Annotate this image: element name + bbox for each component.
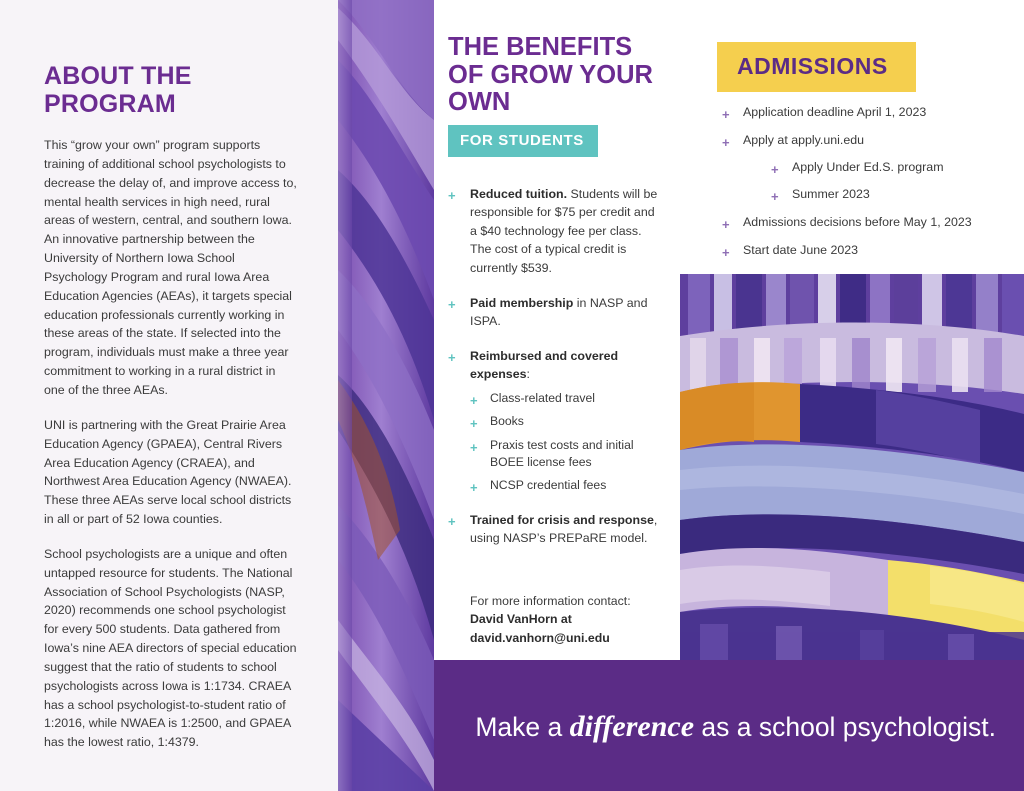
admissions-item-label: Admissions decisions before May 1, 2023 (743, 214, 972, 229)
footer-bar (434, 660, 1024, 791)
for-students-badge: FOR STUDENTS (448, 125, 598, 157)
benefit-sub-label: Praxis test costs and initial BOEE license fees (490, 437, 634, 470)
benefit-lead: Reimbursed and covered expenses (470, 348, 619, 382)
plus-icon: + (448, 349, 456, 365)
benefit-sub-item (470, 437, 662, 472)
plus-icon: + (722, 244, 730, 260)
benefit-lead: Reduced tuition. (470, 186, 568, 201)
plus-icon: + (771, 188, 779, 204)
admissions-item (722, 104, 1012, 122)
admissions-item-label[interactable]: Apply at apply.uni.edu (743, 132, 865, 147)
abstract-art-strip (338, 0, 434, 791)
contact-block (448, 592, 662, 647)
abstract-painting (680, 274, 1024, 660)
benefit-sub-list (470, 390, 662, 495)
benefit-item (448, 185, 662, 278)
plus-icon: + (771, 161, 779, 177)
footer-tagline (434, 710, 996, 743)
benefit-sub-item (470, 413, 662, 430)
benefit-item (448, 511, 662, 548)
plus-icon: + (448, 513, 456, 529)
painting-graphic (680, 274, 1024, 660)
admissions-sub-item (771, 159, 1012, 177)
footer-suffix: as a school psychologist. (694, 712, 996, 742)
admissions-sub-label: Summer 2023 (792, 186, 870, 201)
plus-icon: + (470, 393, 478, 409)
benefit-sub-label: NCSP credential fees (490, 478, 607, 493)
admissions-item-label: Application deadline April 1, 2023 (743, 105, 927, 119)
plus-icon: + (470, 439, 478, 455)
benefit-text: Students will be responsible for $75 per credit and a $40 technology fee per class. The cost of a typical credit is currently $539. (470, 186, 658, 276)
benefit-lead: Trained for crisis and response (470, 512, 654, 527)
benefit-sub-item (470, 477, 662, 494)
admissions-item (722, 214, 1012, 232)
footer-prefix: Make a (475, 712, 570, 742)
about-paragraph-3: School psychologists are a unique and often untapped resource for students. The National Association of School Psychologists (NASP, 2020) recommends one school psychologist for every 500 students. Data gathered from Iowa’s nine AEA directors of special education suggest that the ratio of students to school psychologists across Iowa is 1:1734. CRAEA has a school psychologist-to-student ratio of 1:2016, while NWAEA is 1:2500, and GPAEA has the lowest ratio, 1:4379. (44, 546, 297, 750)
contact-name: David VanHorn at (470, 612, 572, 627)
page-title: ABOUT THE PROGRAM (44, 62, 192, 118)
contact-intro: For more information contact: (470, 593, 631, 608)
plus-icon: + (448, 187, 456, 203)
about-paragraph-1: This “grow your own” program supports training of additional school psychologists to decrease the delay of, and improve access to, mental health services in high need, rural areas of western, central, and southern Iowa. An innovative partnership between the University of Northern Iowa School Psychology Program and rural Iowa Area Education Agencies (AEAs), it targets special education professionals currently working in these areas of the state. If selected into the program, individuals must make a three year commitment to working in a rural district in one of the three AEAs. (44, 138, 297, 397)
benefit-text: , using NASP’s PREPaRE model. (470, 512, 658, 546)
admissions-sub-list (743, 159, 1012, 204)
admissions-list (722, 104, 1012, 270)
plus-icon: + (470, 480, 478, 496)
plus-icon: + (722, 216, 730, 232)
benefit-sub-label: Books (490, 414, 524, 429)
benefit-item (448, 347, 662, 495)
contact-email[interactable]: david.vanhorn@uni.edu (470, 630, 610, 645)
plus-icon: + (448, 296, 456, 312)
benefit-text: in NASP and ISPA. (470, 295, 648, 329)
admissions-item (722, 242, 1012, 260)
benefit-sub-item (470, 390, 662, 407)
admissions-sub-label: Apply Under Ed.S. program (792, 159, 944, 174)
benefit-sub-label: Class-related travel (490, 391, 595, 406)
footer-emphasis: difference (569, 710, 695, 743)
benefit-item (448, 294, 662, 331)
benefit-text: : (526, 367, 530, 382)
admissions-item (722, 132, 1012, 204)
plus-icon: + (722, 134, 730, 150)
art-strip-graphic (338, 0, 434, 791)
admissions-badge: ADMISSIONS (717, 42, 916, 92)
about-panel (0, 0, 338, 791)
benefits-title: THE BENEFITS OF GROW YOUR OWN (448, 33, 653, 117)
plus-icon: + (722, 107, 730, 122)
admissions-item-label: Start date June 2023 (743, 242, 859, 257)
about-paragraph-2: UNI is partnering with the Great Prairie Area Education Agency (GPAEA), Central Rivers Area Education Agency (CRAEA), and Northwest Area Education Agency (NWAEA). These three AEAs serve local school districts in all or part of 52 Iowa counties. (44, 417, 292, 527)
benefit-lead: Paid membership (470, 295, 574, 310)
admissions-sub-item (771, 186, 1012, 204)
benefits-list (448, 185, 662, 548)
plus-icon: + (470, 416, 478, 432)
